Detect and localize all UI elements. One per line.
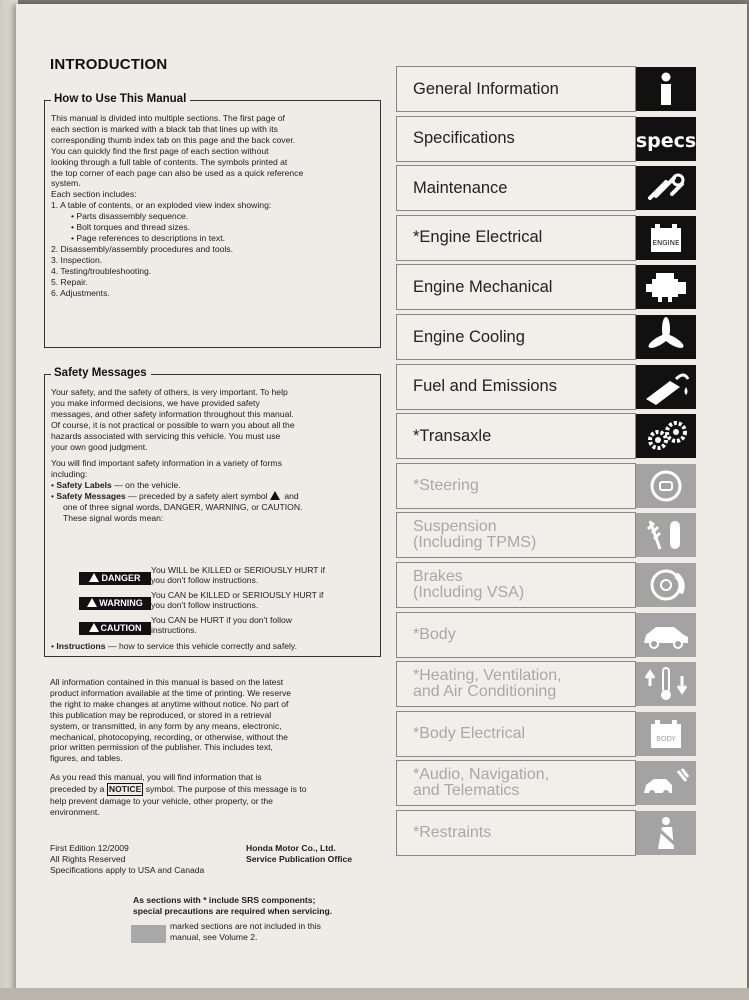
text-line: help prevent damage to your vehicle, other property, or the (50, 796, 273, 807)
legend-line: manual, see Volume 2. (170, 931, 258, 942)
info-icon (636, 67, 696, 111)
car-body-icon (636, 613, 696, 657)
gray-legend-text (170, 921, 370, 943)
section-tab-label: Maintenance (413, 178, 508, 197)
danger-signal: DANGER (79, 572, 151, 585)
section-tab-label: General Information (413, 79, 559, 98)
maintenance-tools-icon (636, 166, 696, 210)
bullet-item: • Parts disassembly sequence. (71, 211, 189, 222)
engine-battery-icon (636, 216, 696, 260)
engine-block-icon (636, 265, 696, 309)
step-item: 4. Testing/troubleshooting. (51, 265, 152, 276)
text-line: All information contained in this manual is based on the latest (50, 677, 284, 687)
step-item: 2. Disassembly/assembly procedures and tools. (51, 243, 233, 254)
caution-signal: CAUTION (79, 622, 151, 635)
section-tab-label: *Body (413, 625, 456, 643)
section-tab-label: Engine Cooling (413, 327, 525, 346)
instructions-item: • Instructions — how to service this vehicle correctly and safely. (51, 641, 297, 651)
section-tab-label: *Restraints (413, 824, 492, 841)
page-title: INTRODUCTION (50, 56, 168, 73)
section-tab-label: Fuel and Emissions (413, 377, 557, 396)
srs-line: special precautions are required when servicing. (133, 905, 333, 916)
text-line: corresponding thumb index tab on this page and the back cover. (51, 134, 296, 145)
section-tab-label: *Heating, Ventilation, and Air Conditioning (413, 667, 562, 701)
text-line: figures, and tables. (50, 753, 123, 764)
text-line: As you read this manual, you will find information that is (50, 772, 262, 783)
step-item: 6. Adjustments. (51, 287, 110, 298)
notice-symbol: NOTICE (108, 784, 142, 795)
srs-line: As sections with * include SRS components; (133, 895, 316, 905)
thermometer-icon (636, 662, 696, 706)
section-tab[interactable] (396, 661, 636, 707)
section-tab[interactable] (396, 711, 676, 757)
text-line: this publication may be reproduced, or stored in a retrieval (50, 709, 272, 720)
text-line: one of three signal words, DANGER, WARNING, or CAUTION. (63, 502, 303, 513)
text-line: product information available at the time of printing. We reserve (50, 687, 292, 698)
text-line: system. (51, 178, 81, 189)
section-tab-label: Brakes (Including VSA) (413, 568, 525, 601)
bullet-item: • Page references to descriptions in text. (71, 232, 225, 243)
section-tab[interactable] (396, 314, 636, 360)
safety-text (51, 387, 376, 524)
section-tab[interactable] (396, 66, 636, 112)
gears-icon (636, 414, 696, 458)
text-line: your own good judgment. (51, 441, 148, 452)
text-line: the right to make changes at anytime without notice. No part of (50, 698, 289, 709)
specs-line: Specifications apply to USA and Canada (50, 864, 205, 875)
safety-alert-icon (270, 491, 280, 500)
section-tab[interactable] (396, 512, 636, 558)
step-item: 5. Repair. (51, 276, 88, 287)
text-line: hazards associated with servicing this vehicle. You must use (51, 430, 281, 441)
safety-messages-heading: Safety Messages (51, 367, 151, 379)
step-item: 3. Inspection. (51, 254, 103, 265)
text-line: prior written permission of the publisher. This includes text, (50, 742, 273, 753)
text-line: Of course, it is not practical or possible to warn you about all the (51, 419, 295, 430)
text-line: You will find important safety information in a variety of forms (51, 458, 282, 469)
warning-signal: WARNING (79, 597, 151, 610)
section-tab-label: *Body Electrical (413, 724, 526, 742)
svg-text:specs: specs (636, 129, 696, 152)
text-line: Your safety, and the safety of others, is very important. To help (51, 387, 288, 397)
section-tab[interactable] (396, 760, 636, 806)
edition-info (50, 843, 250, 876)
text-line: This manual is divided into multiple sections. The first page of (51, 113, 285, 123)
section-tab[interactable] (396, 810, 636, 856)
text-line: including: (51, 469, 88, 480)
section-tab-label: *Engine Electrical (413, 228, 543, 247)
text-line: mechanical, photocopying, recording, or otherwise, without the (50, 731, 288, 742)
section-tab[interactable] (396, 264, 636, 310)
section-tab-label: *Audio, Navigation, and Telematics (413, 766, 550, 800)
office-line: Service Publication Office (246, 853, 353, 864)
section-tab[interactable] (396, 562, 636, 608)
bullet-item: • Safety Labels — on the vehicle. (51, 480, 181, 491)
section-tab[interactable] (396, 364, 636, 410)
text-line: looking through a full table of contents. The symbols printed at (51, 156, 288, 167)
seatbelt-icon (636, 811, 696, 855)
text-line: preceded by a NOTICE symbol. The purpose of this message is to (50, 784, 307, 795)
rights-line: All Rights Reserved (50, 853, 126, 864)
section-tab[interactable] (396, 215, 680, 261)
audio-nav-icon (636, 761, 696, 805)
copyright-paragraph (50, 677, 380, 818)
text-line: each section is marked with a black tab that lines up with its (51, 123, 278, 134)
section-tab[interactable] (396, 612, 636, 658)
brake-disc-icon (636, 563, 696, 607)
caution-description: You CAN be HURT if you don't follow instructions. (151, 615, 292, 635)
section-tab[interactable] (396, 413, 636, 459)
bullet-item: • Safety Messages — preceded by a safety alert symbol and (51, 491, 299, 502)
text-line: the top corner of each page can also be used as a quick reference (51, 167, 304, 178)
cooling-fan-icon (636, 315, 696, 359)
how-to-use-heading: How to Use This Manual (51, 93, 190, 105)
gray-legend-swatch (131, 925, 166, 943)
legend-line: marked sections are not included in this (170, 921, 321, 931)
text-line: messages, and other safety information throughout this manual. (51, 408, 294, 419)
text-line: system, or transmitted, in any form by any means, electronic, (50, 720, 282, 731)
svg-text:BODY: BODY (656, 734, 676, 743)
shock-absorber-icon (636, 513, 696, 557)
text-line: You can quickly find the first page of each section without (51, 145, 269, 156)
text-line: environment. (50, 806, 100, 817)
safety-messages-box (44, 367, 381, 657)
warning-description: You CAN be KILLED or SERIOUSLY HURT if you don't follow instructions. (151, 590, 324, 610)
bullet-item: • Bolt torques and thread sizes. (71, 222, 191, 233)
section-tab-label: Engine Mechanical (413, 277, 553, 296)
section-tab[interactable] (396, 165, 636, 211)
section-tab-label: *Transaxle (413, 426, 492, 445)
body-battery-icon (636, 712, 696, 756)
fuel-nozzle-icon (636, 365, 696, 409)
specs-icon (636, 117, 696, 161)
section-tab-label: Suspension (Including TPMS) (413, 518, 537, 552)
edition-line: First Edition 12/2009 (50, 843, 129, 853)
svg-text:ENGINE: ENGINE (652, 238, 680, 247)
text-line: 1. A table of contents, or an exploded view index showing: (51, 200, 272, 211)
publisher-info (246, 843, 386, 865)
text-line: These signal words mean: (63, 512, 164, 523)
section-tab[interactable] (396, 463, 636, 509)
page-shadow (0, 988, 749, 1000)
section-tab-label: Specifications (413, 129, 515, 148)
company-line: Honda Motor Co., Ltd. (246, 843, 336, 853)
text-line: you make informed decisions, we have provided safety (51, 397, 260, 408)
srs-note (133, 895, 393, 917)
steering-wheel-icon (636, 464, 696, 508)
section-tab-label: *Steering (413, 476, 479, 494)
how-to-use-box (44, 93, 381, 348)
danger-description: You WILL be KILLED or SERIOUSLY HURT if you don't follow instructions. (151, 565, 326, 585)
how-to-use-text (51, 113, 376, 298)
text-line: Each section includes: (51, 189, 137, 200)
section-tab[interactable] (396, 116, 696, 162)
